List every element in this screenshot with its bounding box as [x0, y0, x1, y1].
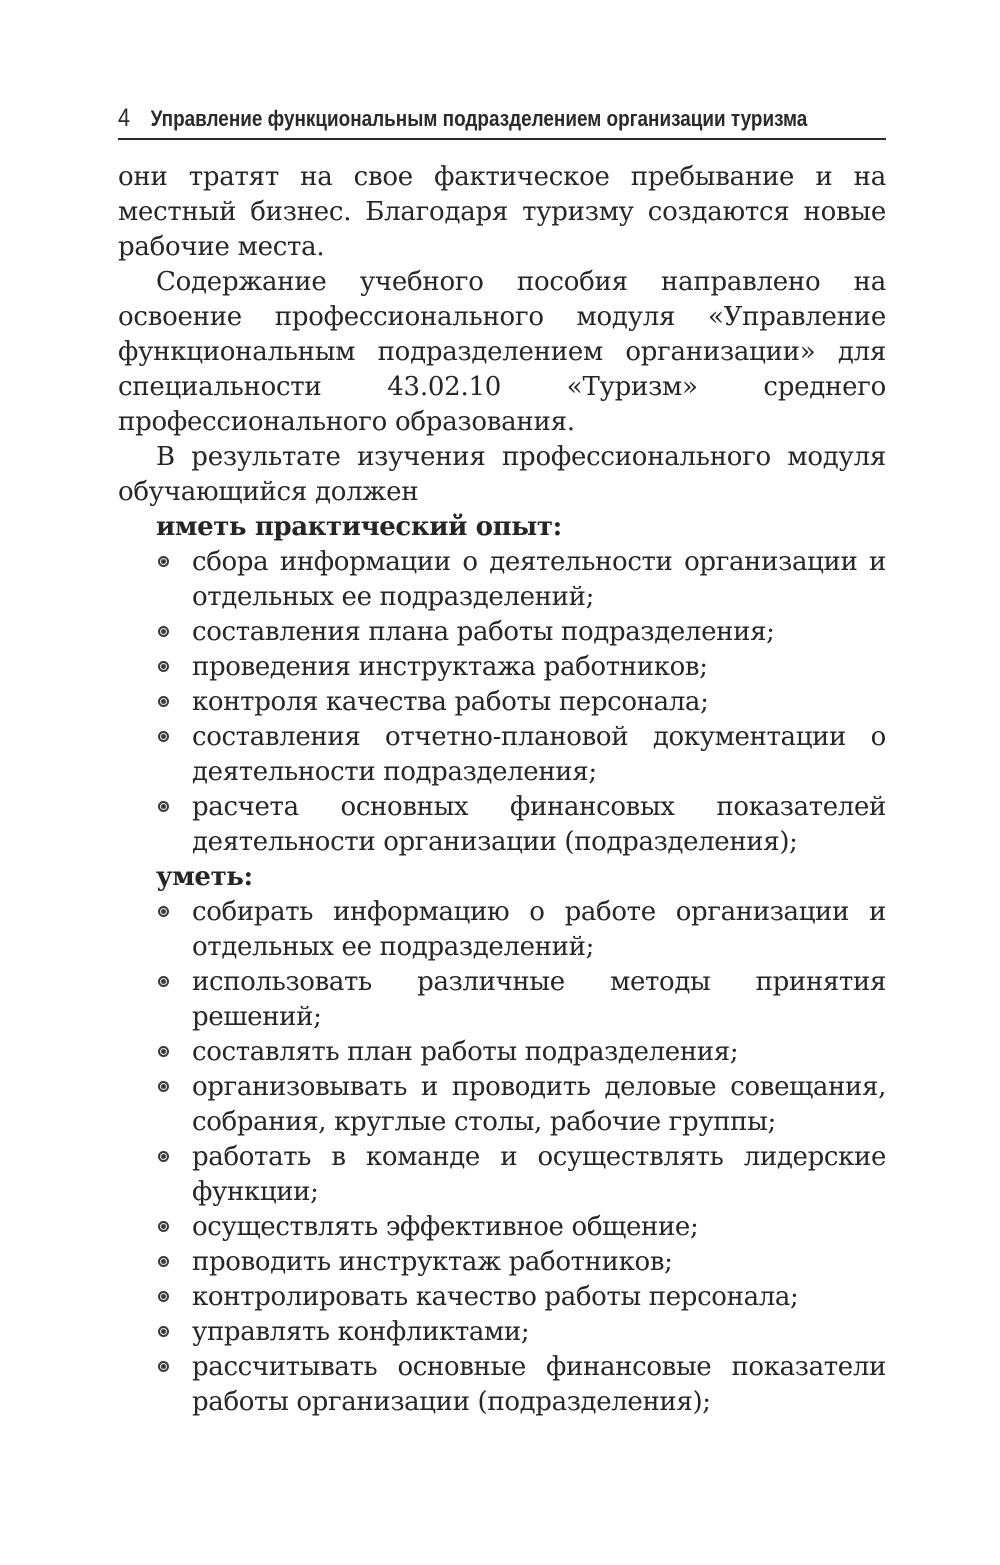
bullet-icon: [158, 976, 169, 987]
bullet-icon: [158, 696, 169, 707]
body-text: [118, 160, 886, 1420]
bullet-icon: [158, 1326, 169, 1337]
list-item: проведения инструктажа работников;: [118, 650, 886, 685]
bullet-icon: [158, 1081, 169, 1092]
bullet-icon: [158, 906, 169, 917]
list-item: проводить инструктаж работников;: [118, 1245, 886, 1280]
paragraph-content-description: Содержание учебного пособия направлено на освоение профессионального модуля «Управление функциональным подразделением организации» для специальности 43.02.10 «Туризм» среднего профессионального образования.: [118, 267, 886, 437]
list-item: организовывать и проводить деловые совещания, собрания, круглые столы, рабочие группы;: [118, 1070, 886, 1140]
list-item: контролировать качество работы персонала;: [118, 1280, 886, 1315]
bullet-icon: [158, 1291, 169, 1302]
page-number: 4: [118, 104, 130, 132]
skills-list: [118, 895, 886, 1420]
practical-experience-list: [118, 545, 886, 860]
running-header: [118, 104, 886, 140]
bullet-icon: [158, 731, 169, 742]
section-heading-practical-experience: иметь практический опыт:: [156, 512, 562, 542]
list-item: составления отчетно-плановой документации о деятельности подразделения;: [118, 720, 886, 790]
list-item: работать в команде и осуществлять лидерские функции;: [118, 1140, 886, 1210]
bullet-icon: [158, 1256, 169, 1267]
list-item: осуществлять эффективное общение;: [118, 1210, 886, 1245]
bullet-icon: [158, 1046, 169, 1057]
list-item: контроля качества работы персонала;: [118, 685, 886, 720]
bullet-icon: [158, 1151, 169, 1162]
bullet-icon: [158, 626, 169, 637]
bullet-icon: [158, 1221, 169, 1232]
bullet-icon: [158, 1361, 169, 1372]
bullet-icon: [158, 661, 169, 672]
bullet-icon: [158, 556, 169, 567]
list-item: сбора информации о деятельности организации и отдельных ее подразделений;: [118, 545, 886, 615]
list-item: рассчитывать основные финансовые показатели работы организации (подразделения);: [118, 1350, 886, 1420]
paragraph-continuation: они тратят на свое фактическое пребывание и на местный бизнес. Благодаря туризму создаются новые рабочие места.: [118, 162, 886, 262]
paragraph-learning-outcomes-intro: В результате изучения профессионального модуля обучающийся должен: [118, 442, 886, 507]
list-item: управлять конфликтами;: [118, 1315, 886, 1350]
list-item: использовать различные методы принятия решений;: [118, 965, 886, 1035]
section-heading-skills: уметь:: [156, 862, 253, 892]
book-page: [118, 104, 886, 1420]
list-item: составлять план работы подразделения;: [118, 1035, 886, 1070]
list-item: составления плана работы подразделения;: [118, 615, 886, 650]
list-item: расчета основных финансовых показателей деятельности организации (подразделения);: [118, 790, 886, 860]
running-title: Управление функциональным подразделением организации туризма: [150, 106, 808, 131]
list-item: собирать информацию о работе организации и отдельных ее подразделений;: [118, 895, 886, 965]
bullet-icon: [158, 801, 169, 812]
